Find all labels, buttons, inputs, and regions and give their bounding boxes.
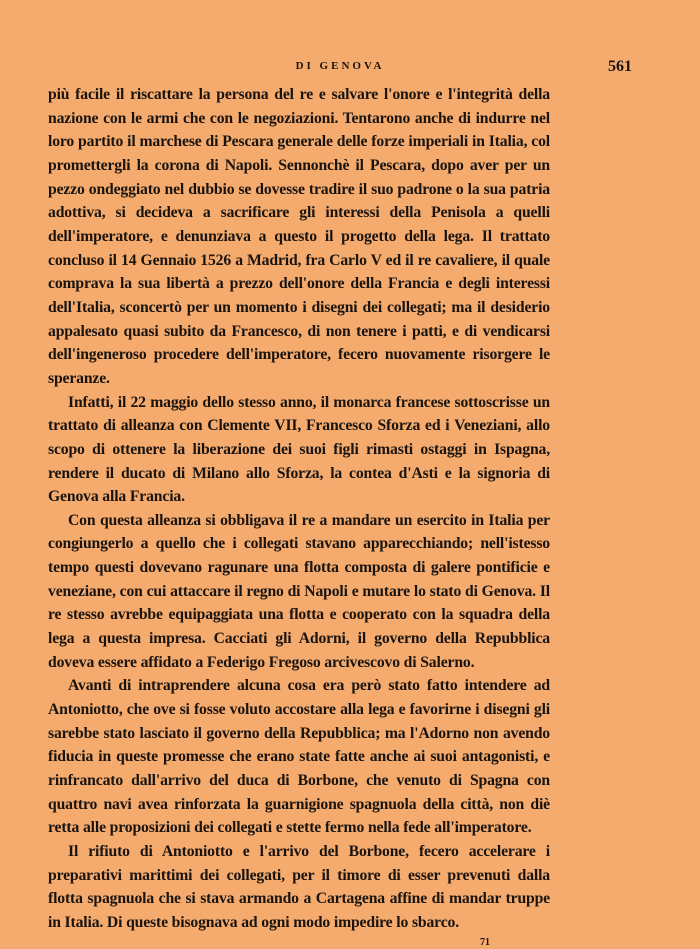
paragraph-4: Avanti di intraprendere alcuna cosa era però stato fatto intendere ad Antoniotto, che ove si fosse voluto accostare alla lega e favorirne i disegni gli sarebbe stato lasciato il governo della Repubblica; ma l'Adorno non avendo fiducia in queste promesse che erano state fatte anche ai suoi antagonisti, e rinfrancato dall'arrivo del duca di Borbone, che venuto di Spagna con quattro navi avea rinforzata la guarnigione spagnuola della città, non diè retta alle proposizioni dei collegati e stette fermo nella fede all'imperatore. [48, 677, 550, 837]
paragraph-2: Infatti, il 22 maggio dello stesso anno, il monarca francese sottoscrisse un trattato di alleanza con Clemente VII, Francesco Sforza ed i Veneziani, allo scopo di ottenere la liberazione dei suoi figli rimasti ostaggi in Ispagna, rendere il ducato di Milano allo Sforza, la contea d'Asti e la signoria di Genova alla Francia. [48, 393, 550, 506]
printer-signature: 71 [480, 937, 490, 948]
page-header [48, 58, 632, 80]
page-number: 561 [608, 58, 632, 75]
body-text [48, 83, 550, 935]
paragraph-3: Con questa alleanza si obbligava il re a mandare un esercito in Italia per congiungerlo a quello che i collegati stavano apparecchiando; nell'istesso tempo questi dovevano ragunare una flotta composta di galere pontificie e veneziane, con cui attaccare il regno di Napoli e mutare lo stato di Genova. Il re stesso avrebbe equipaggiata una flotta e cooperato con la squadra della lega a questa impresa. Cacciati gli Adorni, il governo della Repubblica doveva essere affidato a Federigo Fregoso arcivescovo di Salerno. [48, 511, 550, 671]
paragraph-5: Il rifiuto di Antoniotto e l'arrivo del Borbone, fecero accelerare i preparativi marittimi dei collegati, per il timore di esser prevenuti dalla flotta spagnuola che si stava armando a Cartagena affine di mandar truppe in Italia. Di queste bisognava ad ogni modo impedire lo sbarco. [48, 843, 550, 931]
running-title: DI GENOVA [295, 60, 385, 72]
paragraph-1: più facile il riscattare la persona del re e salvare l'onore e l'integrità della nazione con le armi che con le negoziazioni. Tentarono anche di indurre nel loro partito il marchese di Pescara generale delle forze imperiali in Italia, col promettergli la corona di Napoli. Sennonchè il Pescara, dopo aver per un pezzo ondeggiato nel dubbio se dovesse tradire il suo padrone o la sua patria adottiva, si decideva a sacrificare gli interessi della Penisola a quelli dell'imperatore, e denunziava a questo il progetto della lega. Il trattato concluso il 14 Gennaio 1526 a Madrid, fra Carlo V ed il re cavaliere, il quale comprava la sua libertà a prezzo dell'onore della Francia e degli interessi dell'Italia, sconcertò per un momento i disegni dei collegati; ma il desiderio appalesato quasi subito da Francesco, di non tenere i patti, e di vendicarsi dell'ingeneroso procedere dell'imperatore, fecero nuovamente risorgere le speranze. [48, 86, 550, 387]
